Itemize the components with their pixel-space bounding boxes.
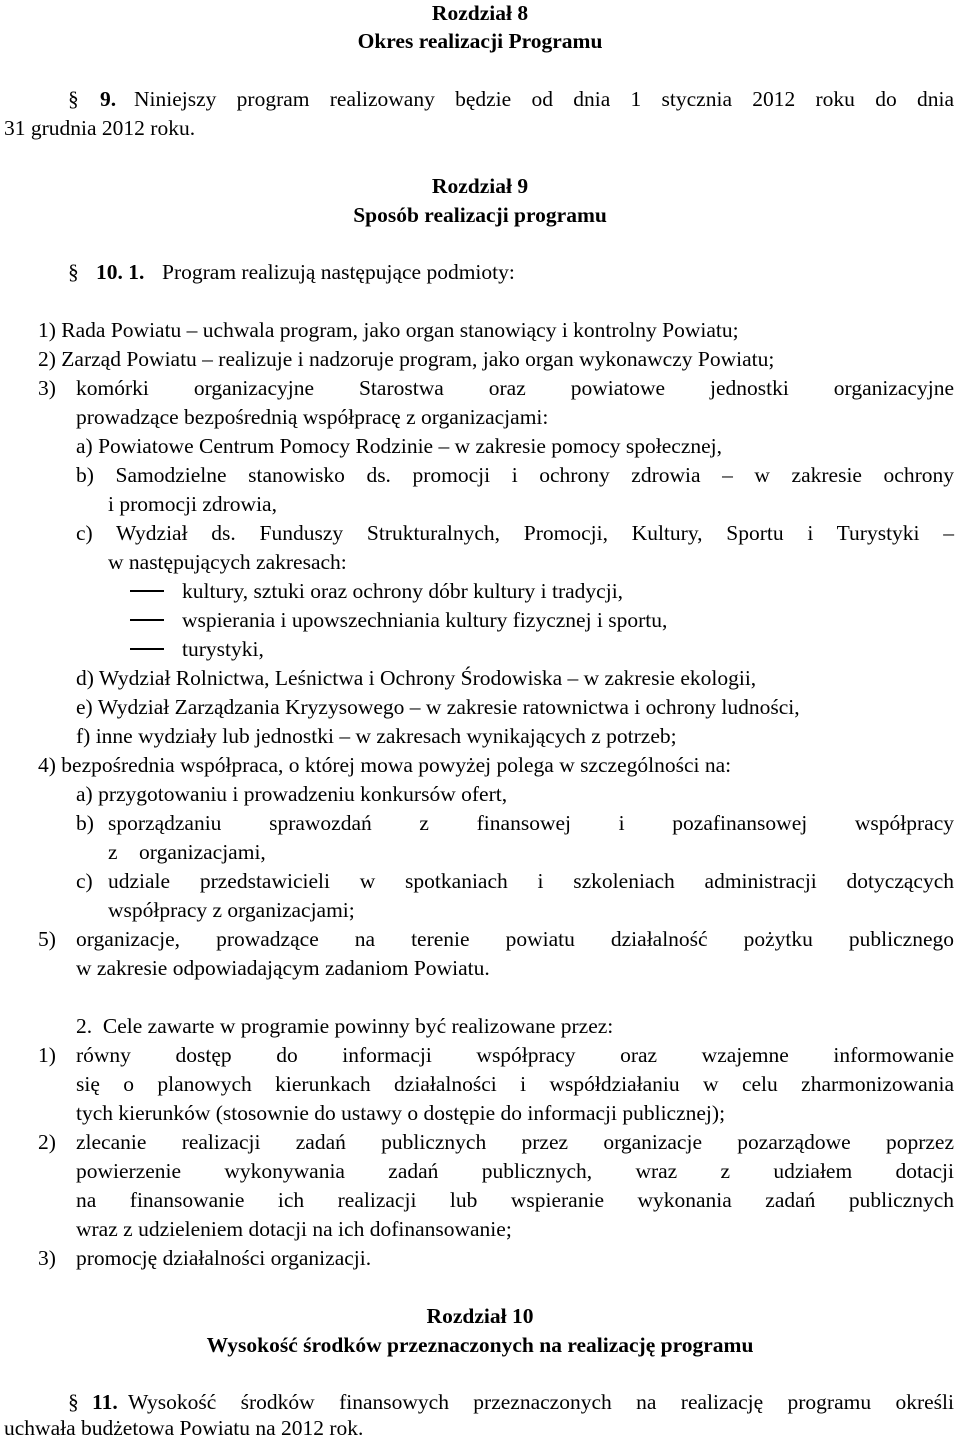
sub-item-e: e) Wydział Zarządzania Kryzysowego – w zakresie ratownictwa i ochrony ludności, (76, 695, 800, 719)
list-item-4-b-line-2: z organizacjami, (108, 840, 266, 864)
goal-2-line-2: powierzenie wykonywania zadań publicznych, wraz z udziałem dotacji (76, 1159, 954, 1183)
list-item-3-line-1: komórki organizacyjne Starostwa oraz powiatowe jednostki organizacyjne (76, 376, 954, 400)
list-item-4-c-line-1: udziale przedstawicieli w spotkaniach i szkoleniach administracji dotyczących (108, 869, 954, 893)
section-sign-10: § (68, 260, 79, 284)
paragraph-10-intro: Program realizują następujące podmioty: (162, 260, 515, 284)
goal-2-line-4: wraz z udzieleniem dotacji na ich dofinansowanie; (76, 1217, 512, 1241)
paragraph-11-line-2: uchwała budżetowa Powiatu na 2012 rok. (4, 1416, 364, 1440)
sub-item-c-line-1: c) Wydział ds. Funduszy Strukturalnych, Promocji, Kultury, Sportu i Turystyki – (76, 521, 954, 545)
list-item-3-line-2: prowadzące bezpośrednią współpracę z organizacjami: (76, 405, 549, 429)
list-item-4-c-number: c) (76, 869, 93, 893)
paragraph-11-number: 11. (92, 1390, 118, 1414)
goal-3-number: 3) (38, 1246, 56, 1270)
sub-item-a: a) Powiatowe Centrum Pomocy Rodzinie – w zakresie pomocy społecznej, (76, 434, 723, 458)
paragraph-9-line-2: 31 grudnia 2012 roku. (4, 116, 196, 140)
paragraph-11-line-1: Wysokość środków finansowych przeznaczonych na realizację programu określi (128, 1390, 954, 1414)
sub-item-c-line-2: w następujących zakresach: (108, 550, 347, 574)
section-sign-11: § (68, 1390, 79, 1414)
section-sign-9: § (68, 87, 79, 111)
list-item-5-line-1: organizacje, prowadzące na terenie powiatu działalność pożytku publicznego (76, 927, 954, 951)
sub-item-b-line-1: b) Samodzielne stanowisko ds. promocji i ochrony zdrowia – w zakresie ochrony (76, 463, 954, 487)
list-item-4-a: a) przygotowaniu i prowadzeniu konkursów ofert, (76, 782, 508, 806)
goal-2-number: 2) (38, 1130, 56, 1154)
dash-bullet-2 (130, 619, 164, 621)
goal-1-number: 1) (38, 1043, 56, 1067)
goal-3-text: promocję działalności organizacji. (76, 1246, 372, 1270)
paragraph-10-number: 10. 1. (96, 260, 145, 284)
dash-bullet-3 (130, 648, 164, 650)
goal-2-line-3: na finansowanie ich realizacji lub wspieranie wykonania zadań publicznych (76, 1188, 954, 1212)
dash-item-2: wspierania i upowszechniania kultury fizycznej i sportu, (182, 608, 668, 632)
chapter-8-subtitle: Okres realizacji Programu (357, 29, 603, 53)
goal-2-line-1: zlecanie realizacji zadań publicznych przez organizacje pozarządowe poprzez (76, 1130, 954, 1154)
goal-1-line-3: tych kierunków (stosownie do ustawy o dostępie do informacji publicznej); (76, 1101, 726, 1125)
list-item-1: 1) Rada Powiatu – uchwala program, jako organ stanowiący i kontrolny Powiatu; (38, 318, 739, 342)
dash-item-3: turystyki, (182, 637, 264, 661)
sub-item-b-line-2: i promocji zdrowia, (108, 492, 277, 516)
sub-item-f: f) inne wydziały lub jednostki – w zakresach wynikających z potrzeb; (76, 724, 677, 748)
paragraph-9-line-1: Niniejszy program realizowany będzie od dnia 1 stycznia 2012 roku do dnia (134, 87, 954, 111)
paragraph-10-2-intro: 2. Cele zawarte w programie powinny być realizowane przez: (76, 1014, 614, 1038)
chapter-10-title: Rozdział 10 (426, 1304, 534, 1328)
chapter-9-title: Rozdział 9 (431, 174, 529, 198)
list-item-4-b-line-1: sporządzaniu sprawozdań z finansowej i pozafinansowej współpracy (108, 811, 954, 835)
list-item-5-line-2: w zakresie odpowiadającym zadaniom Powiatu. (76, 956, 490, 980)
list-item-3-number: 3) (38, 376, 56, 400)
chapter-8-title: Rozdział 8 (431, 1, 529, 25)
list-item-4-b-number: b) (76, 811, 94, 835)
goal-1-line-1: równy dostęp do informacji współpracy oraz wzajemne informowanie (76, 1043, 954, 1067)
sub-item-d: d) Wydział Rolnictwa, Leśnictwa i Ochrony Środowiska – w zakresie ekologii, (76, 666, 757, 690)
dash-bullet-1 (130, 590, 164, 592)
list-item-5-number: 5) (38, 927, 56, 951)
list-item-4: 4) bezpośrednia współpraca, o której mowa powyżej polega w szczególności na: (38, 753, 732, 777)
dash-item-1: kultury, sztuki oraz ochrony dóbr kultury i tradycji, (182, 579, 624, 603)
chapter-9-subtitle: Sposób realizacji programu (353, 203, 607, 227)
paragraph-9-number: 9. (100, 87, 117, 111)
list-item-4-c-line-2: współpracy z organizacjami; (108, 898, 355, 922)
goal-1-line-2: się o planowych kierunkach działalności i współdziałaniu w celu zharmonizowania (76, 1072, 954, 1096)
chapter-10-subtitle: Wysokość środków przeznaczonych na realizację programu (206, 1333, 754, 1357)
list-item-2: 2) Zarząd Powiatu – realizuje i nadzoruje program, jako organ wykonawczy Powiatu; (38, 347, 775, 371)
